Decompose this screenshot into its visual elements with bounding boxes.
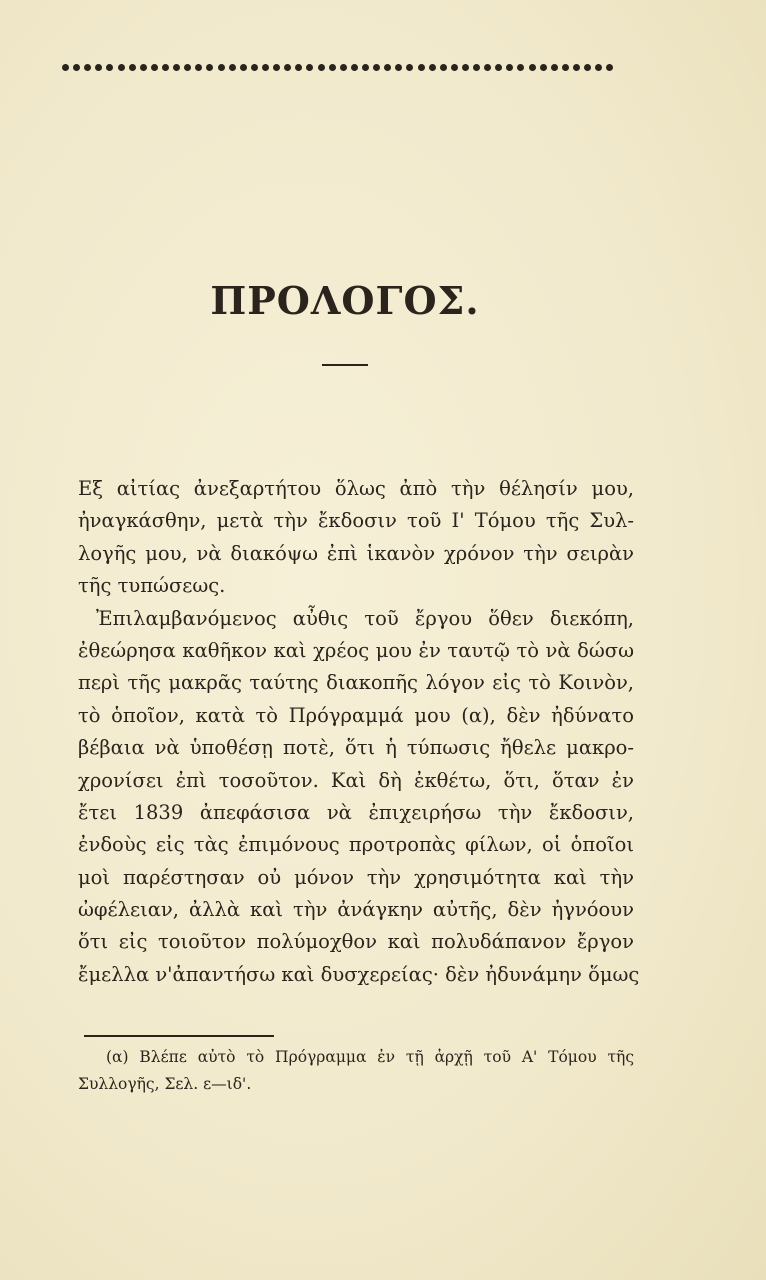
- ornament-dot: [517, 64, 524, 71]
- ornament-dot: [329, 64, 336, 71]
- ornament-dot: [240, 64, 247, 71]
- ornament-dot: [406, 64, 413, 71]
- ornament-dot: [395, 64, 402, 71]
- ornament-dot: [384, 64, 391, 71]
- ornament-dot: [473, 64, 480, 71]
- ornament-dot: [318, 64, 325, 71]
- ornament-dot: [462, 64, 469, 71]
- footnotes: [78, 1044, 634, 1098]
- ornament-dot: [73, 64, 80, 71]
- ornament-dot: [162, 64, 169, 71]
- text-line: περὶ τῆς μακρᾶς ταύτης διακοπῆς λόγον εἰς τὸ Κοινὸν,: [78, 671, 634, 695]
- ornament-dot: [129, 64, 136, 71]
- title-divider: [322, 364, 368, 366]
- ornament-dot: [151, 64, 158, 71]
- ornament-dot: [495, 64, 502, 71]
- footnote-line: Συλλογῆς, Σελ. ε—ιδ'.: [78, 1075, 252, 1093]
- ornament-dot: [418, 64, 425, 71]
- ornament-dot: [106, 64, 113, 71]
- text-line: ἐθεώρησα καθῆκον καὶ χρέος μου ἐν ταυτῷ τὸ νὰ δώσω: [78, 638, 634, 662]
- footnote-line: (α) Βλέπε αὐτὸ τὸ Πρόγραμμα ἐν τῇ ἀρχῇ τοῦ Α' Τόμου τῆς: [106, 1048, 634, 1066]
- ornament-dot: [118, 64, 125, 71]
- ornament-dot: [595, 64, 602, 71]
- ornament-dot: [484, 64, 491, 71]
- text-line: ἔμελλα ν'ἀπαντήσω καὶ δυσχερείας· δὲν ἠδυνάμην ὅμως: [78, 962, 640, 986]
- ornament-dot: [184, 64, 191, 71]
- text-line: τῆς τυπώσεως.: [78, 574, 226, 598]
- ornament-dot: [284, 64, 291, 71]
- ornament-dot: [584, 64, 591, 71]
- text-line: βέβαια νὰ ὑποθέσῃ ποτὲ, ὅτι ἡ τύπωσις ἤθελε μακρο-: [78, 736, 634, 760]
- text-line: τὸ ὁποῖον, κατὰ τὸ Πρόγραμμά μου (α), δὲν ἠδύνατο: [78, 703, 634, 727]
- ornament-dot: [262, 64, 269, 71]
- ornament-dot: [562, 64, 569, 71]
- ornament-dot: [95, 64, 102, 71]
- ornament-dot: [140, 64, 147, 71]
- ornament-dot: [306, 64, 313, 71]
- ornament-dot: [84, 64, 91, 71]
- body-text: [78, 473, 640, 991]
- text-line: ὅτι εἰς τοιοῦτον πολύμοχθον καὶ πολυδάπανον ἔργον: [78, 930, 634, 954]
- text-line: ἐνδοὺς εἰς τὰς ἐπιμόνους προτροπὰς φίλων, οἱ ὁποῖοι: [78, 833, 634, 857]
- ornament-dot: [229, 64, 236, 71]
- ornament-dot: [295, 64, 302, 71]
- text-line: ἔτει 1839 ἀπεφάσισα νὰ ἐπιχειρήσω τὴν ἔκδοσιν,: [78, 800, 634, 824]
- ornament-dot: [62, 64, 69, 71]
- text-line: ἠναγκάσθην, μετὰ τὴν ἔκδοσιν τοῦ Ι' Τόμου τῆς Συλ-: [78, 509, 634, 533]
- text-line: Εξ αἰτίας ἀνεξαρτήτου ὅλως ἀπὸ τὴν θέλησίν μου,: [78, 477, 634, 500]
- ornament-dot: [540, 64, 547, 71]
- footnote-divider: [84, 1035, 274, 1037]
- ornament-dot: [440, 64, 447, 71]
- page-title: ΠΡΟΛΟΓΟΣ.: [210, 278, 480, 323]
- text-line: ὠφέλειαν, ἀλλὰ καὶ τὴν ἀνάγκην αὐτῆς, δὲν ἠγνόουν: [78, 898, 634, 922]
- ornament-dot: [429, 64, 436, 71]
- text-line: χρονίσει ἐπὶ τοσοῦτον. Καὶ δὴ ἐκθέτω, ὅτι, ὅταν ἐν: [78, 768, 634, 792]
- ornament-dot: [529, 64, 536, 71]
- ornament-dot: [173, 64, 180, 71]
- ornament-dot: [573, 64, 580, 71]
- ornament-dot: [506, 64, 513, 71]
- ornament-dot: [351, 64, 358, 71]
- ornament-dot: [362, 64, 369, 71]
- ornament-dot: [373, 64, 380, 71]
- ornament-dot: [340, 64, 347, 71]
- ornament-dot: [606, 64, 613, 71]
- text-line: μοὶ παρέστησαν οὐ μόνον τὴν χρησιμότητα καὶ τὴν: [78, 865, 634, 889]
- ornament-dot: [206, 64, 213, 71]
- ornament-dot: [195, 64, 202, 71]
- header-ornament: [62, 60, 614, 74]
- ornament-dot: [251, 64, 258, 71]
- ornament-dot: [551, 64, 558, 71]
- text-line: λογῆς μου, νὰ διακόψω ἐπὶ ἱκανὸν χρόνον τὴν σειρὰν: [78, 541, 634, 565]
- text-line: Ἐπιλαμβανόμενος αὖθις τοῦ ἔργου ὅθεν διεκόπη,: [96, 606, 634, 630]
- ornament-dot: [218, 64, 225, 71]
- ornament-dot: [273, 64, 280, 71]
- ornament-dot: [451, 64, 458, 71]
